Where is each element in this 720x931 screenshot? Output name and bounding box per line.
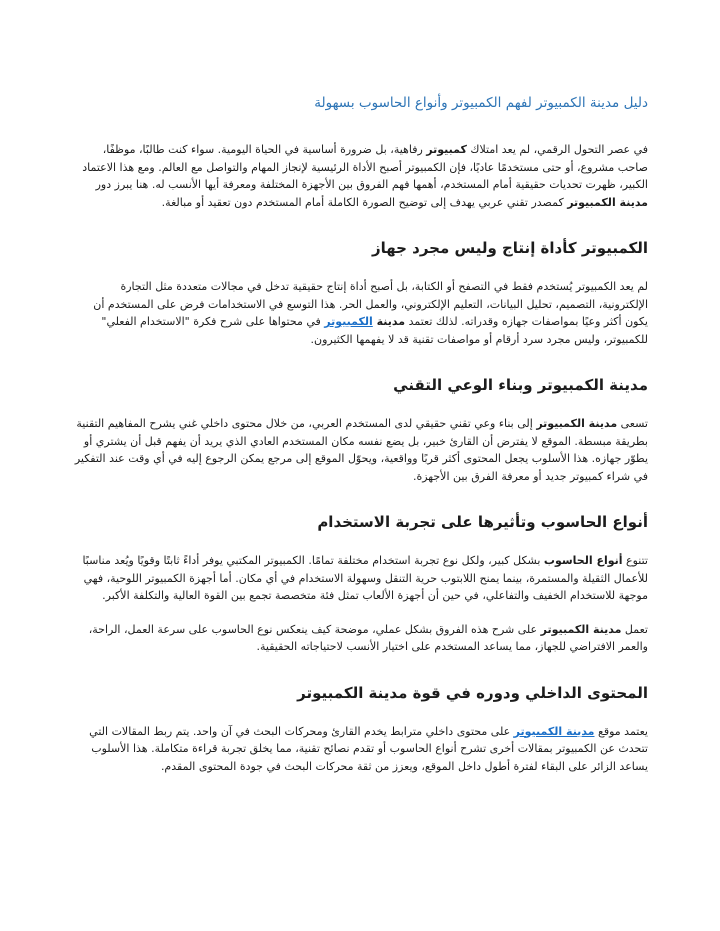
page-title: دليل مدينة الكمبيوتر لفهم الكمبيوتر وأنواع الحاسوب بسهولة	[314, 95, 648, 111]
inline-link-computer[interactable]: الكمبيوتر	[324, 315, 373, 328]
text-run-bold: مدينة	[372, 315, 406, 328]
text-run: بشكل كبير، ولكل نوع تجربة استخدام مختلفة تمامًا. الكمبيوتر المكتبي يوفر أداءً ثابتًا وقويًا ويُعد مناسبًا للأعمال الثقيلة والمستمرة، بينما يمنح اللابتوب حرية التنقل وسهولة الاستخدام في أي مكان. أما أجهزة الكمبيوتر اللوحية، فهي موجهة للاستخدام الخفيف والتفاعلي، في حين أن أجهزة الألعاب تمثل فئة متخصصة تجمع بين القوة العالية والتكلفة الأكبر.	[82, 554, 648, 602]
text-run-bold: مدينة الكمبيوتر	[567, 195, 648, 209]
text-run: في عصر التحول الرقمي، لم يعد امتلاك	[466, 143, 648, 156]
text-run: على شرح هذه الفروق بشكل عملي، موضحة كيف ينعكس نوع الحاسوب على سرعة العمل، الراحة، والعمر الافتراضي للجهاز، مما يساعد المستخدم على اختيار الأنسب لاحتياجاته الحقيقية.	[88, 622, 648, 653]
text-run: على محتوى داخلي مترابط يخدم القارئ ومحركات البحث في آن واحد. يتم ربط المقالات التي تتحدث عن الكمبيوتر بمقالات أخرى تشرح أنواع الحاسوب أو تقدم نصائح تقنية، مما يخلق تجربة قراءة متكاملة. هذا الأسلوب يساعد الزائر على البقاء لفترة أطول داخل الموقع، ويعزز من ثقة محركات البحث في جودة المحتوى المقدم.	[89, 724, 648, 773]
section-heading-internal-content: المحتوى الداخلي ودوره في قوة مدينة الكمبيوتر	[297, 683, 648, 702]
text-run: كمصدر تقني عربي يهدف إلى توضيح الصورة الكاملة أمام المستخدم دون تعقيد أو مبالغة.	[161, 195, 568, 209]
paragraph-types-explained	[72, 621, 648, 656]
inline-link-computer-city[interactable]: مدينة الكمبيوتر	[513, 724, 595, 738]
text-run: تعمل	[621, 622, 648, 636]
text-run: تسعى	[617, 417, 648, 430]
paragraph-intro	[72, 141, 648, 211]
text-run: رفاهية، بل ضرورة أساسية في الحياة اليومية. سواء كنت طالبًا، موظفًا، صاحب مشروع، أو حتى مستخدمًا عاديًا، فإن الكمبيوتر أصبح الأداة الرئيسية لإنجاز المهام والتواصل مع العالم. ومع هذا الاعتماد الكبير، ظهرت تحديات حقيقية أمام المستخدم، أهمها فهم الفروق بين الأجهزة المختلفة ومعرفة أيها الأنسب له. هنا يبرز دور	[82, 143, 648, 191]
text-run-bold: أنواع الحاسوب	[543, 554, 623, 567]
text-run-bold: مدينة الكمبيوتر	[536, 417, 618, 430]
section-heading-production-tool: الكمبيوتر كأداة إنتاج وليس مجرد جهاز	[371, 239, 648, 257]
section-heading-tech-awareness: مدينة الكمبيوتر وبناء الوعي التقني	[393, 376, 648, 394]
paragraph-computer-types	[72, 552, 648, 605]
text-run-bold: كمبيوتر	[426, 143, 467, 156]
section-heading-computer-types: أنواع الحاسوب وتأثيرها على تجربة الاستخدام	[317, 513, 648, 531]
paragraph-production-tool	[72, 278, 648, 348]
text-run: يعتمد موقع	[594, 724, 648, 738]
text-run: لم يعد الكمبيوتر يُستخدم فقط في التصفح أو الكتابة، بل أصبح أداة إنتاج حقيقية تدخل في مجالات متعددة مثل التجارة الإلكترونية، التصميم، تحليل البيانات، التعليم الإلكتروني، والعمل الحر. هذا التوسع في الاستخدامات فرض على المستخدم أن يكون أكثر وعيًا بمواصفات جهازه وقدراته. لذلك تعتمد	[93, 280, 648, 328]
text-run-bold: مدينة الكمبيوتر	[540, 622, 622, 636]
text-run: إلى بناء وعي تقني حقيقي لدى المستخدم العربي، من خلال محتوى داخلي غني يشرح المفاهيم التقنية بطريقة مبسطة. الموقع لا يفترض أن القارئ خبير، بل يضع نفسه مكان المستخدم العادي الذي يريد أن يفهم قبل أن يشتري أو يطوّر جهازه. هذا الأسلوب يجعل المحتوى أكثر قربًا وواقعية، ويحوّل الموقع إلى مرجع يمكن الرجوع إليه في أي وقت عند التفكير في شراء كمبيوتر جديد أو معرفة الفرق بين الأجهزة.	[74, 417, 648, 483]
paragraph-tech-awareness	[72, 415, 648, 485]
paragraph-internal-content	[72, 723, 648, 776]
text-run: تتنوع	[622, 554, 648, 567]
text-run: في محتواها على شرح فكرة "الاستخدام الفعلي" للكمبيوتر، وليس مجرد سرد أرقام أو مواصفات تقنية قد لا يفهمها الكثيرون.	[101, 315, 648, 346]
